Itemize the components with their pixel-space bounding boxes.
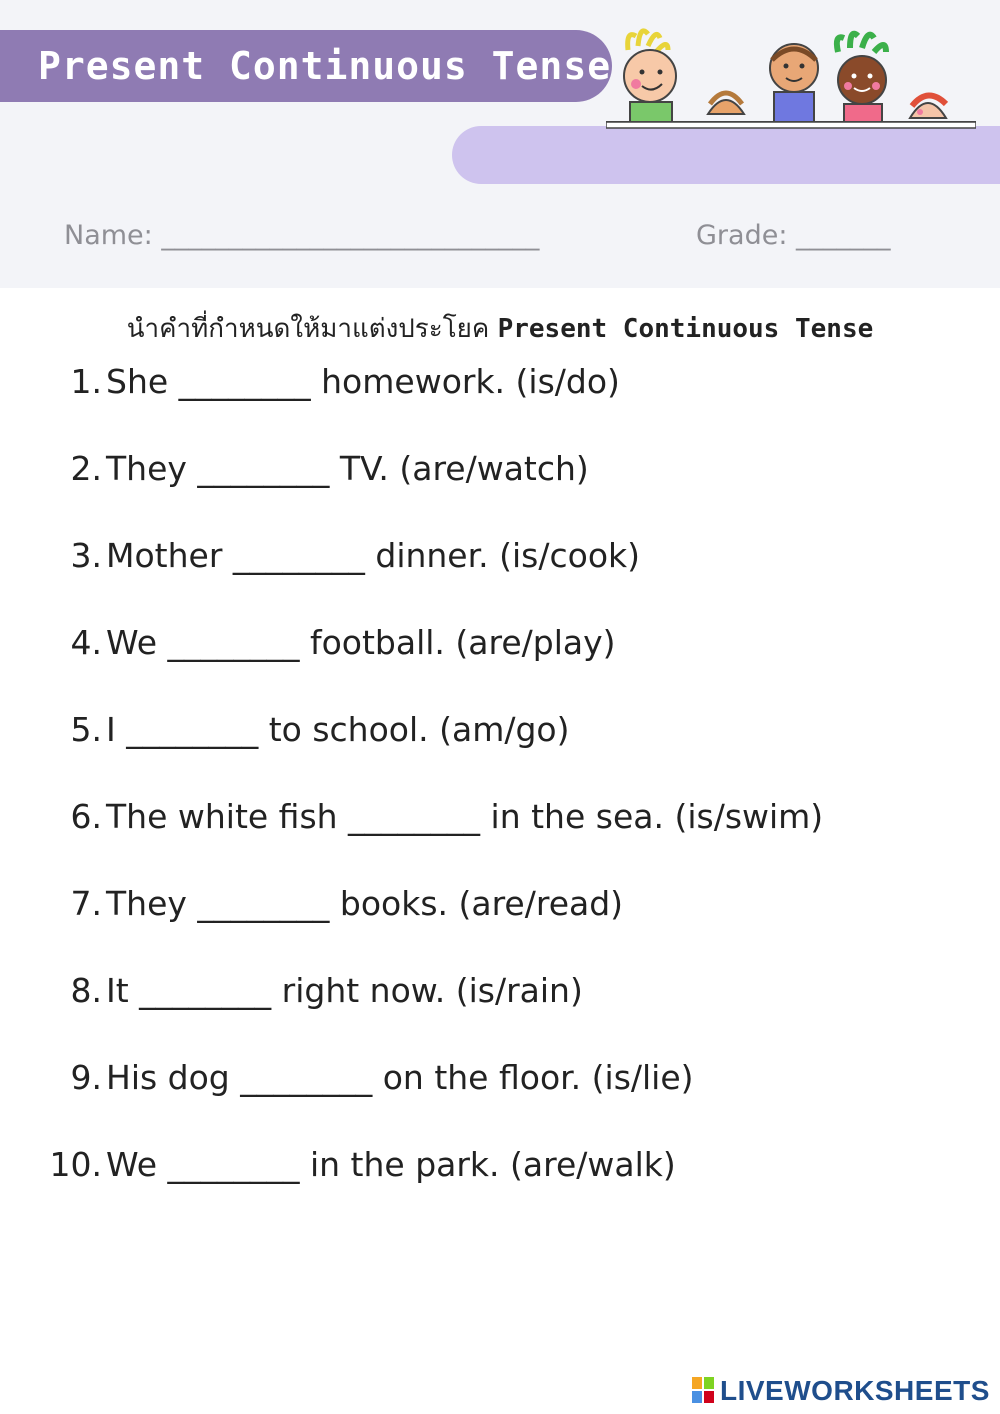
question-number: 10.	[49, 1145, 102, 1184]
name-field[interactable]: Name: ____________________________	[64, 220, 540, 251]
question-text[interactable]: We ________ in the park. (are/walk)	[106, 1145, 676, 1184]
question-1	[0, 362, 1000, 412]
logo-text: LIVEWORKSHEETS	[720, 1375, 990, 1406]
question-number: 5.	[70, 710, 102, 749]
question-number: 9.	[70, 1058, 102, 1097]
question-text[interactable]: We ________ football. (are/play)	[106, 623, 616, 662]
question-number: 3.	[70, 536, 102, 575]
question-3	[0, 536, 1000, 586]
kids-illustration-icon	[606, 22, 976, 132]
question-text[interactable]: She ________ homework. (is/do)	[106, 362, 620, 401]
question-6	[0, 797, 1000, 847]
question-2	[0, 449, 1000, 499]
question-9	[0, 1058, 1000, 1108]
name-grade-line	[64, 220, 944, 251]
question-number: 8.	[70, 971, 102, 1010]
question-5	[0, 710, 1000, 760]
decorative-bar	[452, 126, 1000, 184]
instruction-english: Present Continuous Tense	[497, 314, 874, 344]
question-7	[0, 884, 1000, 934]
question-text[interactable]: Mother ________ dinner. (is/cook)	[106, 536, 640, 575]
liveworksheets-logo	[692, 1374, 990, 1408]
question-number: 4.	[70, 623, 102, 662]
logo-blocks-icon	[692, 1377, 716, 1405]
question-number: 2.	[70, 449, 102, 488]
question-text[interactable]: They ________ books. (are/read)	[106, 884, 624, 923]
title-banner	[0, 30, 612, 102]
question-4	[0, 623, 1000, 673]
instruction-thai: นำคำที่กำหนดให้มาแต่งประโยค	[126, 314, 498, 344]
question-10	[0, 1145, 1000, 1195]
instruction	[0, 308, 1000, 349]
question-text[interactable]: They ________ TV. (are/watch)	[106, 449, 589, 488]
question-number: 1.	[70, 362, 102, 401]
question-number: 6.	[70, 797, 102, 836]
question-8	[0, 971, 1000, 1021]
question-number: 7.	[70, 884, 102, 923]
question-text[interactable]: It ________ right now. (is/rain)	[106, 971, 583, 1010]
question-text[interactable]: His dog ________ on the floor. (is/lie)	[106, 1058, 694, 1097]
grade-field[interactable]: Grade: _______	[696, 220, 891, 251]
question-text[interactable]: I ________ to school. (am/go)	[106, 710, 570, 749]
question-text[interactable]: The white fish ________ in the sea. (is/swim)	[106, 797, 824, 836]
page-title: Present Continuous Tense	[38, 44, 612, 88]
